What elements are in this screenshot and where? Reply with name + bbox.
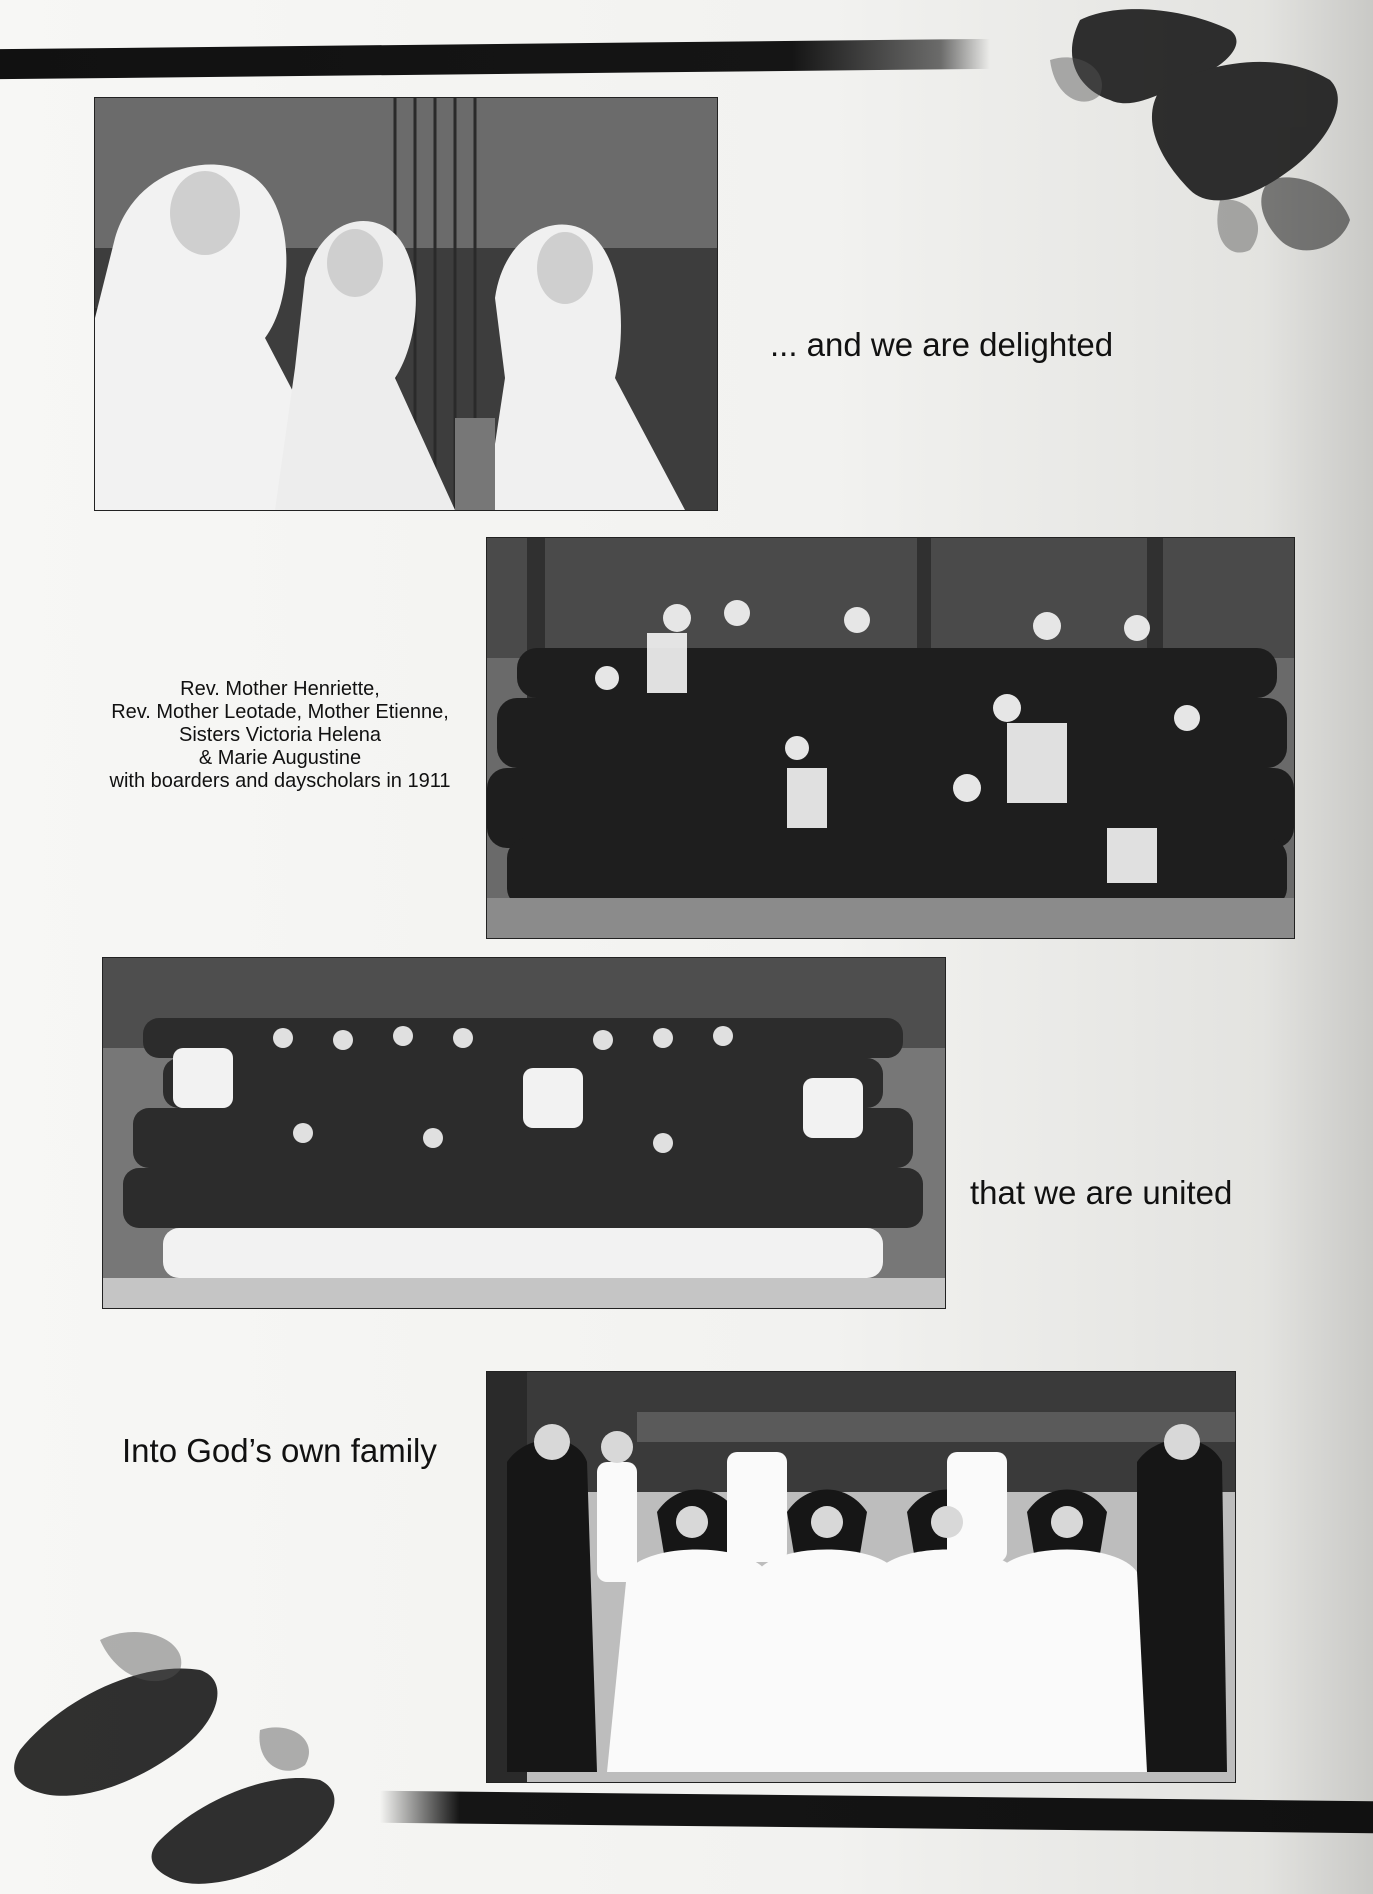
top-black-band [0, 39, 990, 79]
ink-blot-top-right [1040, 0, 1373, 270]
bottom-black-band [380, 1791, 1373, 1833]
caption-family: Into God’s own family [122, 1432, 437, 1469]
photo-three-sisters [95, 98, 717, 510]
caption-delighted: ... and we are delighted [770, 326, 1114, 363]
caption-united: that we are united [970, 1174, 1233, 1211]
caption-line: with boarders and dayscholars in 1911 [109, 770, 451, 792]
ink-blot-bottom-left [0, 1580, 380, 1894]
caption-1911-group [80, 678, 480, 793]
caption-line: Rev. Mother Henriette, [180, 678, 380, 700]
photo-group-1911 [487, 538, 1294, 938]
caption-line: & Marie Augustine [198, 747, 362, 769]
caption-line: Rev. Mother Leotade, Mother Etienne, [111, 701, 449, 723]
photo-god-family [487, 1372, 1235, 1782]
photo-school-group [103, 958, 945, 1308]
caption-line: Sisters Victoria Helena [179, 724, 381, 746]
